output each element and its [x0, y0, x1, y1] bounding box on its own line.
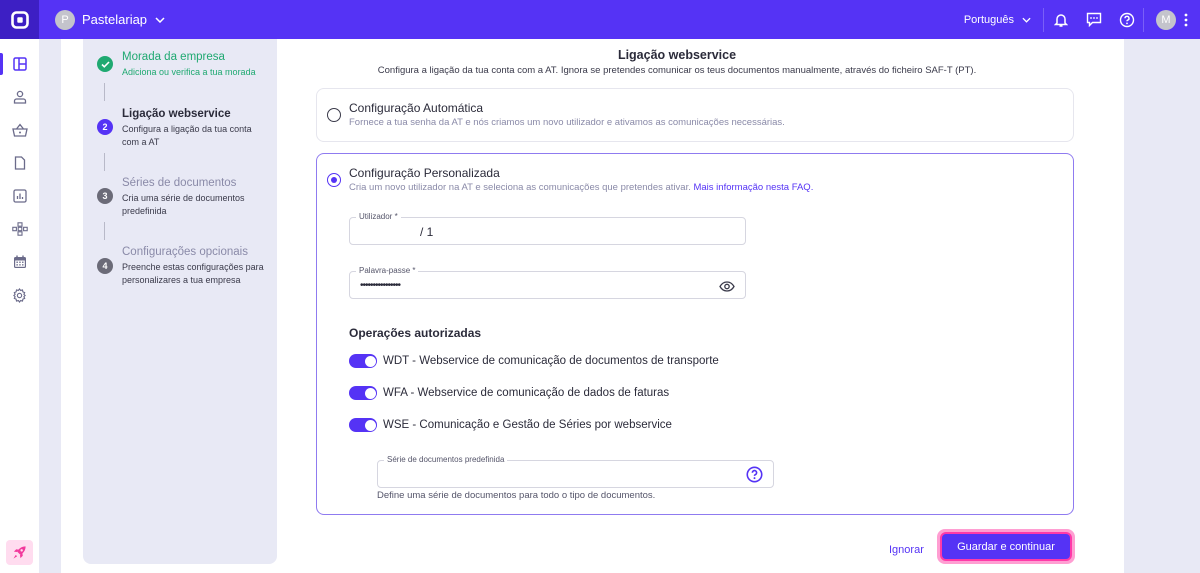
sidebar-item-dashboard[interactable] — [0, 51, 39, 77]
step-desc: Adiciona ou verifica a tua morada — [122, 67, 256, 77]
file-icon — [14, 156, 26, 170]
notifications-button[interactable] — [1044, 0, 1077, 39]
onboarding-card — [61, 39, 1124, 573]
company-switcher[interactable] — [55, 10, 165, 30]
operation-label: WSE - Comunicação e Gestão de Séries por webservice — [383, 419, 672, 431]
company-name: Pastelariap — [82, 12, 148, 27]
radio-custom[interactable] — [327, 173, 341, 187]
series-help-button[interactable] — [746, 466, 763, 488]
series-help-text: Define uma série de documentos para todo o tipo de documentos. — [377, 490, 656, 501]
app-logo[interactable] — [0, 0, 39, 39]
gear-icon — [12, 288, 27, 303]
help-circle-icon — [746, 466, 763, 483]
main-content — [277, 39, 1124, 573]
operation-label: WFA - Webservice de comunicação de dados de faturas — [383, 387, 670, 399]
user-field[interactable] — [349, 212, 746, 245]
step-desc: Cria uma série de documentos predefinida — [122, 193, 245, 216]
topbar — [0, 0, 1200, 39]
page-subtitle: Configura a ligação da tua conta com a AT. Ignora se pretendes comunicar os teus documentos manualmente, através do ficheiro SAF-T (PT). — [377, 65, 977, 76]
rocket-icon — [12, 545, 27, 560]
step-desc: Configura a ligação da tua conta com a AT — [122, 124, 252, 147]
option-title: Configuração Personalizada — [349, 166, 500, 180]
sidebar-item-integrations[interactable] — [0, 216, 39, 242]
chart-icon — [13, 189, 27, 203]
basket-icon — [12, 123, 28, 137]
page-title: Ligação webservice — [617, 48, 737, 62]
step-connector — [104, 83, 105, 101]
option-desc-text: Cria um novo utilizador na AT e seleciona as comunicações que pretendes ativar. — [349, 182, 691, 193]
step-title: Morada da empresa — [122, 51, 225, 63]
series-field[interactable] — [377, 455, 774, 488]
step-series[interactable] — [97, 176, 267, 218]
user-field-label: Utilizador * — [356, 212, 401, 221]
sidebar-item-reports[interactable] — [0, 183, 39, 209]
password-field-label: Palavra-passe * — [356, 266, 418, 275]
stepper — [83, 39, 277, 564]
chevron-down-icon — [1022, 17, 1031, 23]
chevron-down-icon — [155, 17, 165, 23]
operation-wfa — [349, 386, 669, 400]
more-menu-button[interactable] — [1176, 13, 1196, 27]
step-connector — [104, 222, 105, 240]
save-button-focus-ring — [937, 529, 1075, 564]
toggle-visibility-button[interactable] — [719, 279, 735, 297]
user-field-value: / 1 — [420, 225, 434, 239]
sidebar-item-products[interactable] — [0, 117, 39, 143]
language-label: Português — [963, 13, 1014, 26]
user-avatar[interactable]: M — [1156, 10, 1176, 30]
option-desc — [349, 182, 813, 193]
step-title: Séries de documentos — [122, 177, 237, 189]
check-icon — [97, 56, 113, 72]
operations-title: Operações autorizadas — [349, 326, 482, 340]
sidebar-item-settings[interactable] — [0, 282, 39, 308]
password-field[interactable] — [349, 266, 746, 299]
option-desc: Fornece a tua senha da AT e nós criamos um novo utilizador e ativamos as comunicações necessárias. — [349, 117, 785, 128]
step-number: 2 — [97, 119, 113, 135]
user-icon — [13, 90, 27, 104]
step-ligacao[interactable] — [97, 107, 267, 149]
eye-icon — [719, 281, 735, 292]
company-avatar: P — [55, 10, 75, 30]
step-number: 3 — [97, 188, 113, 204]
side-navigation — [0, 39, 39, 573]
step-title: Ligação webservice — [122, 108, 231, 120]
save-continue-button[interactable]: Guardar e continuar — [940, 532, 1072, 561]
step-number: 4 — [97, 258, 113, 274]
step-connector — [104, 153, 105, 171]
onboarding-button[interactable] — [6, 540, 33, 565]
operation-wdt — [349, 354, 719, 368]
radio-automatic[interactable] — [327, 108, 341, 122]
operation-label: WDT - Webservice de comunicação de documentos de transporte — [383, 355, 719, 367]
calendar-icon — [13, 255, 27, 269]
option-automatic[interactable] — [316, 88, 1074, 142]
step-title: Configurações opcionais — [122, 246, 248, 258]
ignore-button[interactable]: Ignorar — [889, 544, 924, 556]
option-custom[interactable] — [316, 153, 1074, 515]
logo-icon — [11, 11, 29, 29]
toggle-wdt[interactable] — [349, 354, 377, 368]
step-morada[interactable] — [97, 50, 267, 79]
layout-icon — [13, 57, 27, 71]
option-title: Configuração Automática — [349, 101, 484, 115]
help-button[interactable] — [1110, 0, 1143, 39]
sidebar-item-contacts[interactable] — [0, 84, 39, 110]
network-icon — [12, 222, 28, 236]
divider — [1143, 8, 1144, 32]
toggle-wfa[interactable] — [349, 386, 377, 400]
sidebar-item-documents[interactable] — [0, 150, 39, 176]
toggle-wse[interactable] — [349, 418, 377, 432]
chat-icon — [1086, 12, 1102, 27]
series-field-label: Série de documentos predefinida — [384, 455, 507, 464]
operation-wse — [349, 418, 672, 432]
faq-link[interactable]: Mais informação nesta FAQ. — [693, 182, 814, 193]
step-opcionais[interactable] — [97, 245, 267, 287]
language-select[interactable] — [964, 14, 1031, 26]
password-field-value: •••••••••••••••• — [360, 280, 401, 291]
help-icon — [1119, 12, 1135, 28]
sidebar-item-calendar[interactable] — [0, 249, 39, 275]
step-desc: Preenche estas configurações para personalizares a tua empresa — [122, 262, 264, 285]
more-vertical-icon — [1184, 13, 1188, 27]
bell-icon — [1054, 12, 1068, 28]
messages-button[interactable] — [1077, 0, 1110, 39]
